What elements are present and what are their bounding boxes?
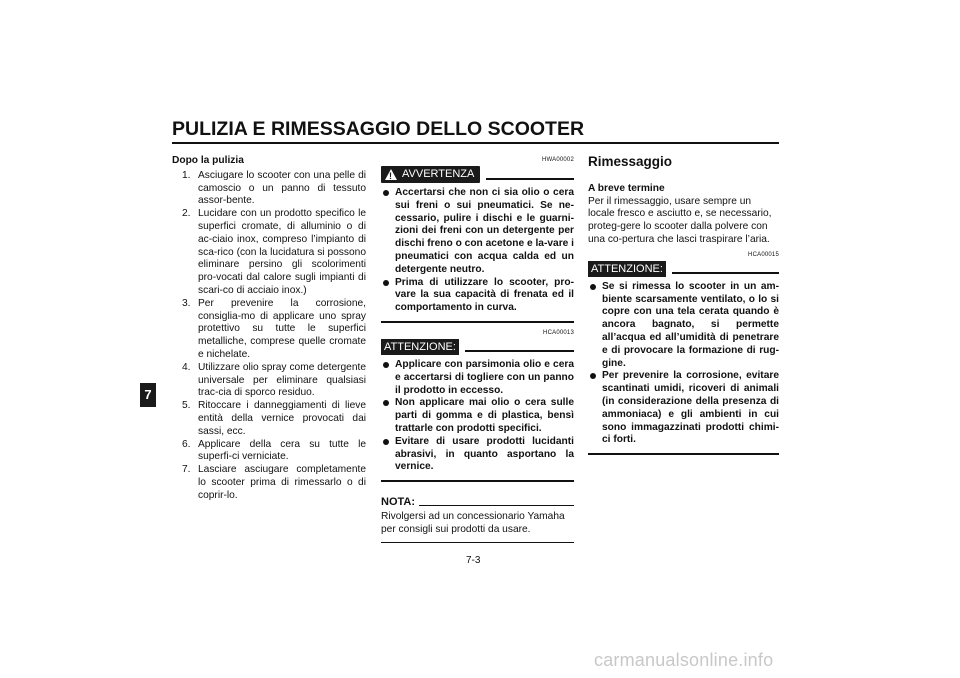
step-item <box>172 298 366 362</box>
caution-item <box>381 436 574 474</box>
bullet-icon <box>383 190 389 196</box>
step-item <box>172 362 366 400</box>
warning-list <box>381 187 574 315</box>
step-text: Applicare della cera su tutte le superfi-ci verniciate. <box>198 438 366 463</box>
bullet-icon <box>590 373 596 379</box>
bullet-icon <box>590 284 596 290</box>
storage-column <box>588 156 779 455</box>
step-number: 7. <box>182 464 191 476</box>
warning-item <box>381 187 574 277</box>
storage-caution-end-rule <box>588 453 779 455</box>
title-rule <box>172 142 779 144</box>
bullet-icon <box>383 439 389 445</box>
watermark: carmanualsonline.info <box>594 650 774 670</box>
storage-caution-header <box>588 261 779 277</box>
page-title: PULIZIA E RIMESSAGGIO DELLO SCOOTER <box>172 118 585 140</box>
caution-code: HCA00013 <box>543 329 574 336</box>
step-item <box>172 464 366 502</box>
step-item <box>172 400 366 438</box>
storage-caution-list <box>588 281 779 447</box>
warning-header <box>381 166 574 183</box>
storage-section-title: Rimessaggio <box>588 154 673 169</box>
short-term-heading: A breve termine <box>588 182 665 194</box>
storage-caution-badge: ATTENZIONE: <box>588 261 666 277</box>
caution-item <box>381 359 574 397</box>
bullet-icon <box>383 400 389 406</box>
page-number: 7-3 <box>466 555 481 566</box>
caution-item-text: Evitare di usare prodotti lucidanti abrasivi, in quanto asportano la vernice. <box>395 435 574 473</box>
warning-header-rule <box>486 178 574 180</box>
step-number: 4. <box>182 361 191 373</box>
after-cleaning-heading: Dopo la pulizia <box>172 155 244 166</box>
step-number: 3. <box>182 297 191 309</box>
warning-triangle-icon <box>385 169 397 180</box>
step-number: 5. <box>182 400 191 412</box>
storage-caution-item <box>588 281 779 371</box>
note-label: NOTA: <box>381 496 416 509</box>
warning-badge <box>381 166 480 183</box>
caution-header <box>381 339 574 355</box>
note-end-rule <box>381 542 574 543</box>
caution-item <box>381 397 574 435</box>
step-text: Utilizzare olio spray come detergente universale per eliminare qualsiasi trac-cia di sporco residuo. <box>198 361 366 399</box>
warning-item-text: Accertarsi che non ci sia olio o cera sui freni o sui pneumatici. Se ne-cessario, pulire i dischi e le guarni-zioni dei freni con un detergente per dischi freno o con acetone e la-vare i pneumatici con acqua calda ed un detergente neutro. <box>395 187 574 275</box>
warnings-column <box>381 156 574 543</box>
warning-item-text: Prima di utilizzare lo scooter, pro-vare la sua capacità di frenata ed il comportamento in curva. <box>395 276 574 314</box>
step-text: Asciugare lo scooter con una pelle di camoscio o un panno di tessuto assor-bente. <box>198 169 366 207</box>
caution-end-rule <box>381 480 574 482</box>
step-item <box>172 439 366 465</box>
warning-item <box>381 277 574 315</box>
caution-list <box>381 359 574 474</box>
cleaning-steps-list <box>172 170 366 503</box>
note-text: Rivolgersi ad un concessionario Yamaha per consigli sui prodotti da usare. <box>381 510 565 535</box>
bullet-icon <box>383 362 389 368</box>
bullet-icon <box>383 280 389 286</box>
storage-caution-item-text: Per prevenire la corrosione, evitare scantinati umidi, ricoveri di animali (in considerazione della presenza di ammoniaca) e gli ambienti in cui sono immagazzinati prodotti chimi-ci forti. <box>602 370 779 446</box>
warning-code: HWA00002 <box>541 157 574 163</box>
caution-item-text: Applicare con parsimonia olio e cera e accertarsi di togliere con un panno il prodotto in eccesso. <box>395 358 574 396</box>
short-term-text: Per il rimessaggio, usare sempre un locale fresco e asciutto e, se necessario, proteg-gere lo scooter dalla polvere con una co-pertura che lasci traspirare l’aria. <box>588 195 772 245</box>
storage-caution-item-text: Se si rimessa lo scooter in un am-biente scarsamente ventilato, o lo si copre con una tela cerata quando è ancora bagnato, si permette all’acqua ed all’umidità di penetrare e di provocare la formazione di rug-gine. <box>602 280 779 369</box>
chapter-tab: 7 <box>140 383 156 407</box>
step-text: Per prevenire la corrosione, consiglia-mo di applicare uno spray protettivo su tutte le superfici metalliche, comprese quelle cromate e nichelate. <box>198 297 366 360</box>
step-number: 2. <box>182 208 191 220</box>
note-header-rule <box>419 505 574 506</box>
note-header <box>381 496 574 509</box>
cleaning-column <box>172 155 366 503</box>
step-text: Ritoccare i danneggiamenti di lieve entità della vernice provocati dai sassi, ecc. <box>198 400 366 437</box>
storage-caution-header-rule <box>672 272 779 274</box>
storage-caution-item <box>588 370 779 447</box>
step-text: Lucidare con un prodotto specifico le superfici cromate, di alluminio o di ac-ciaio inox, compreso l’impianto di sca-rico (con la lucidatura si possono eliminare persino gli scolorimenti pro-vocati dal calore sugli impianti di scari-co di acciaio inox.) <box>198 208 366 296</box>
storage-caution-code: HCA00015 <box>748 251 779 258</box>
step-number: 6. <box>182 438 191 450</box>
step-item <box>172 208 366 298</box>
caution-badge: ATTENZIONE: <box>381 339 459 355</box>
step-text: Lasciare asciugare completamente lo scooter prima di rimessarlo o di coprir-lo. <box>198 464 366 501</box>
caution-item-text: Non applicare mai olio o cera sulle parti di gomma e di plastica, bensì trattarle con prodotti specifici. <box>395 397 574 434</box>
warning-end-rule <box>381 321 574 323</box>
step-item <box>172 170 366 208</box>
step-number: 1. <box>182 169 191 181</box>
caution-header-rule <box>465 350 574 352</box>
warning-label: AVVERTENZA <box>402 168 475 181</box>
